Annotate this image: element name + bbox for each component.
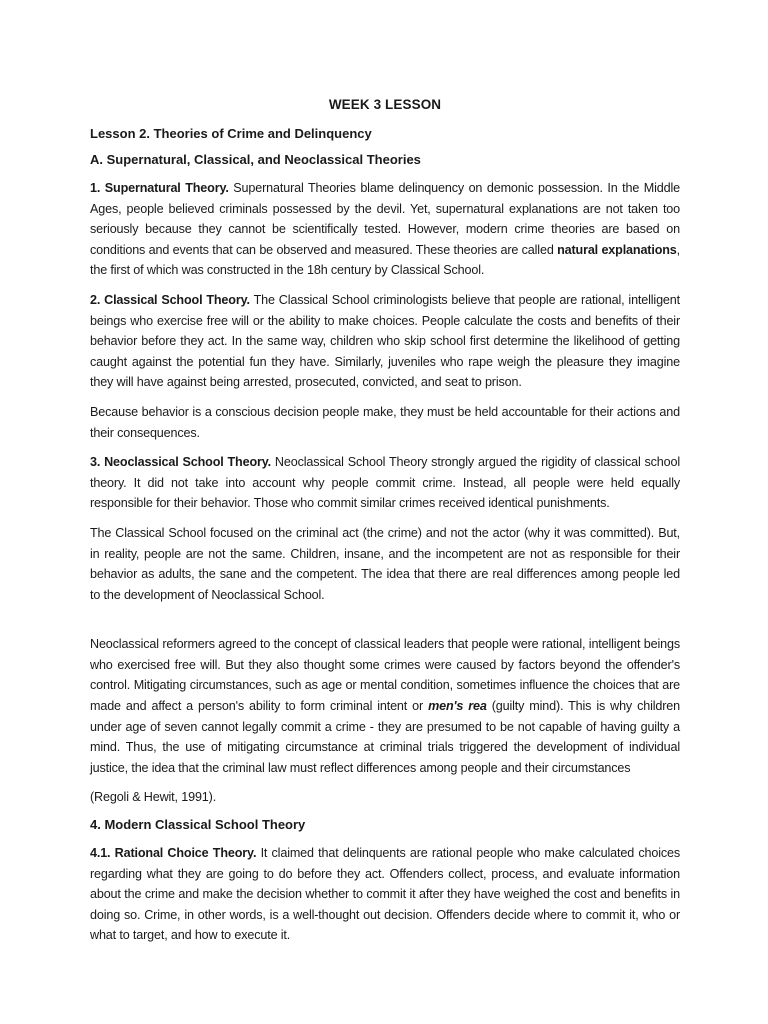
lesson-heading: Lesson 2. Theories of Crime and Delinquency — [90, 126, 372, 141]
paragraph-text: (guilty mind). This is why children under age of seven cannot legally commit a crime - they are presumed to be not capable of having guilty a mind. Thus, the use of mitigating circumstance at criminal trials triggered the development of individual justice, the idea that the criminal law must reflect differences among people and their circumstances — [90, 699, 680, 775]
bold-term: natural explanations — [557, 242, 677, 257]
paragraph-text: It claimed that delinquents are rational people who make calculated choices regarding what they are going to do before they act. Offenders collect, process, and evaluate information about the crime and make the decision whether to commit it after they have weighed the cost and benefits in doing so. Crime, in other words, is a well-thought out decision. Offenders decide where to commit it, who or what to target, and how to execute it. — [90, 846, 680, 943]
paragraph-supernatural-theory — [90, 178, 680, 281]
paragraph-neoclassical-school-theory — [90, 452, 680, 514]
section-a-heading: A. Supernatural, Classical, and Neoclassical Theories — [90, 152, 421, 167]
paragraph-rational-choice-theory — [90, 843, 680, 946]
spacer — [90, 614, 680, 634]
italic-term: men's rea — [428, 699, 487, 714]
paragraph-classical-school-theory — [90, 290, 680, 393]
paragraph-lead: 1. Supernatural Theory. — [90, 181, 229, 195]
paragraph-text: Neoclassical School Theory strongly argued the rigidity of classical school theory. It did not take into account why people commit crime. Instead, all people were held equally responsible for their behavior. Those who commit similar crimes received identical punishments. — [90, 455, 680, 511]
citation: (Regoli & Hewit, 1991). — [90, 790, 217, 805]
paragraph-classical-focus: The Classical School focused on the criminal act (the crime) and not the actor (why it was committed). But, in reality, people are not the same. Children, insane, and the incompetent are not as responsible for their behavior as adults, the sane and the competent. The idea that there are real differences among people led to the development of Neoclassical School. — [90, 525, 680, 602]
paragraph-accountability: Because behavior is a conscious decision people make, they must be held accountable for their actions and their consequences. — [90, 404, 680, 440]
paragraph-text: , the first of which was constructed in the 18h century by Classical School. — [90, 242, 680, 278]
paragraph-text: Neoclassical reformers agreed to the concept of classical leaders that people were rational, intelligent beings who exercised free will. But they also thought some crimes were caused by factors beyond the offender's control. Mitigating circumstances, such as age or mental condition, sometimes influence the choices that are made and affect a person's ability to form criminal intent or — [90, 637, 680, 714]
paragraph-text: The Classical School criminologists believe that people are rational, intelligent beings who exercise free will or the ability to make choices. People calculate the costs and benefits of their behavior before they act. In the same way, children who skip school first determine the likelihood of getting caught against the potential fun they have. Similarly, juveniles who rape weigh the pleasure they imagine they will have against being arrested, prosecuted, convicted, and seat to prison. — [90, 292, 680, 390]
paragraph-text: Supernatural Theories blame delinquency on demonic possession. In the Middle Ages, people believed criminals possessed by the devil. Yet, supernatural explanations are not taken too seriously because they cannot be scientifically tested. However, modern crime theories are based on conditions and events that can be observed and measured. These theories are called — [90, 181, 680, 257]
paragraph-lead: 2. Classical School Theory. — [90, 292, 250, 307]
section-4-heading: 4. Modern Classical School Theory — [90, 817, 306, 833]
paragraph-neoclassical-reformers — [90, 634, 680, 778]
paragraph-lead: 4.1. Rational Choice Theory. — [90, 846, 257, 861]
page-title: WEEK 3 LESSON — [328, 97, 442, 112]
paragraph-lead: 3. Neoclassical School Theory. — [90, 455, 272, 470]
